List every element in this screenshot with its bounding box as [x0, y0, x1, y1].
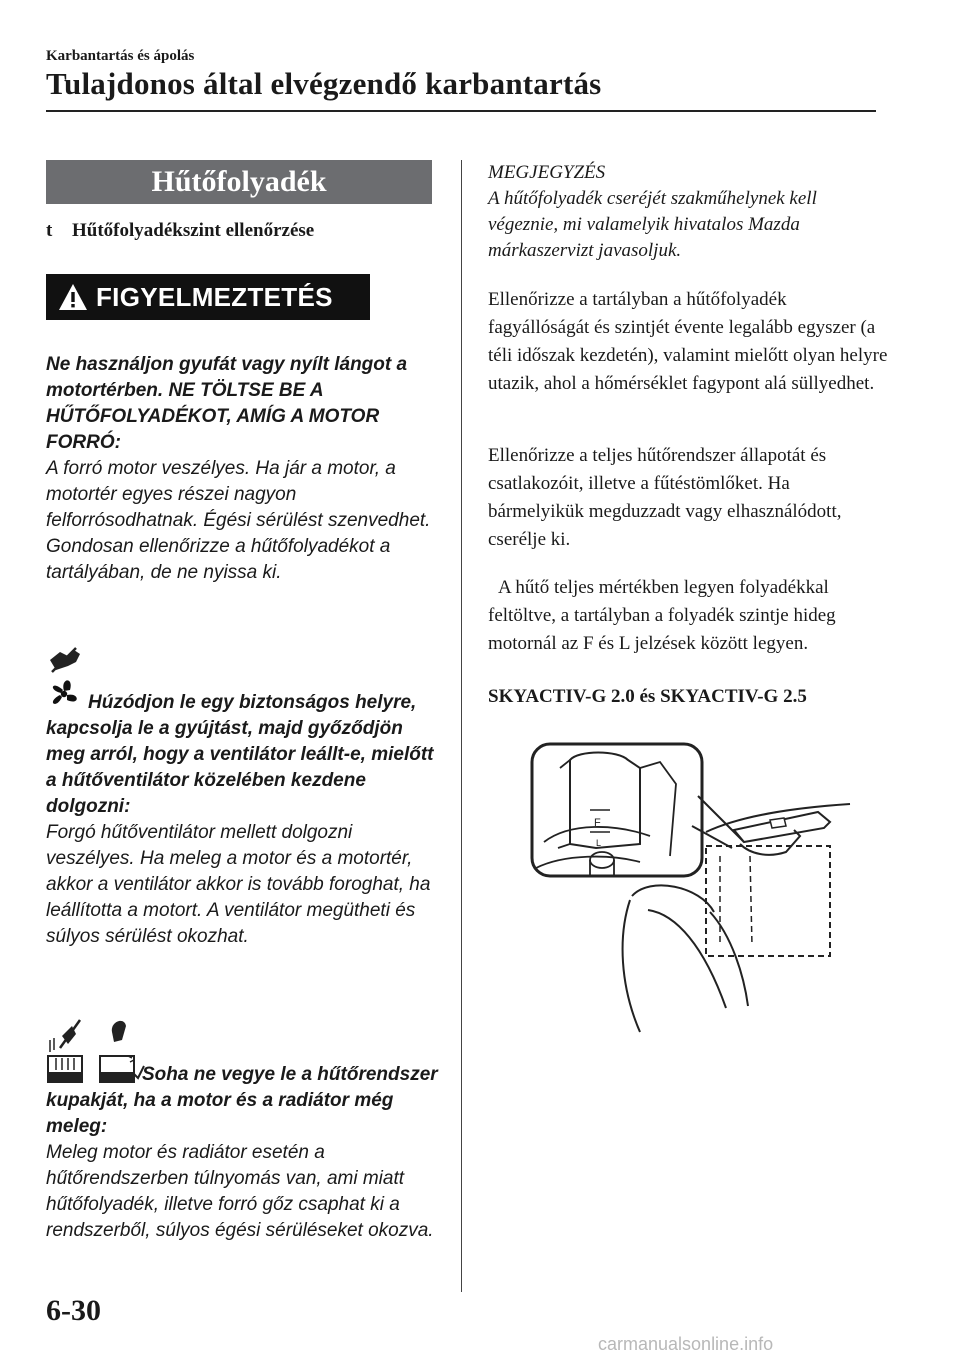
section-title-bar	[46, 160, 432, 204]
running-header-title: Tulajdonos által elvégzendő karbantartás	[46, 66, 602, 101]
warning-1-body: A forró motor veszélyes. Ha jár a motor, a motortér egyes részei nagyon felforrósodhatnak. Égési sérülést szenvedhet. Gondosan ellenőrizze a hűtőfolyadékot a tartályában, de ne nyissa ki.	[46, 458, 431, 583]
paragraph-3	[488, 574, 888, 658]
running-header-section: Karbantartás és ápolás	[46, 48, 195, 64]
note-title: MEGJEGYZÉS	[488, 162, 606, 183]
warning-3-heading: Soha ne vegye le a hűtőrendszer kupakját, ha a motor és a radiátor még meleg:	[46, 1064, 438, 1137]
paragraph-2-text: Ellenőrizze a teljes hűtőrendszer állapotát és csatlakozóit, illetve a fűtéstömlőket. Ha bármelyikük megduzzadt vagy elhasználódott, cserélje ki.	[488, 445, 842, 550]
header-rule	[46, 110, 876, 112]
column-divider	[461, 160, 462, 1292]
warning-banner	[46, 274, 370, 320]
paragraph-3-text: A hűtő teljes mértékben legyen folyadékkal feltöltve, a tartályban a folyadék szintje hideg motornál az F és L jelzések között legyen.	[488, 577, 836, 654]
label-l: L	[596, 838, 602, 848]
paragraph-2	[488, 442, 888, 554]
coolant-reservoir-illustration	[500, 736, 860, 1041]
paragraph-1-text: Ellenőrizze a tartályban a hűtőfolyadék fagyállóságát és szintjét évente legalább egyszer (a téli időszak kezdetén), valamint mielőtt olyan helyre utazik, ahol a hőmérséklet fagypont alá süllyedhet.	[488, 289, 888, 394]
source-watermark: carmanualsonline.info	[598, 1334, 774, 1354]
subsection-title: Hűtőfolyadékszint ellenőrzése	[72, 220, 315, 241]
warning-1-heading: Ne használjon gyufát vagy nyílt lángot a motortérben. NE TÖLTSE BE A HŰTŐFOLYADÉKOT, AMÍG A MOTOR FORRÓ:	[46, 354, 408, 453]
paragraph-1	[488, 286, 888, 398]
note-body: A hűtőfolyadék cseréjét szakműhelynek kell végeznie, mi valamelyik hivatalos Mazda márkaszervizt javasoljuk.	[488, 188, 817, 261]
note-block	[488, 160, 888, 264]
subsection-heading	[46, 220, 314, 242]
warning-2-heading: Húzódjon le egy biztonságos helyre, kapcsolja le a gyújtást, majd győződjön meg arról, hogy a ventilátor leállt-e, mielőtt a hűtőventilátor közelében kezdene dolgozni:	[46, 692, 434, 817]
warning-2-body: Forgó hűtőventilátor mellett dolgozni veszélyes. Ha meleg a motor és a motortér, akkor a ventilátor akkor is tovább foroghat, ha leállította a motort. A ventilátor megütheti és súlyos sérülést okozhat.	[46, 822, 431, 947]
subsection-bullet: t	[46, 220, 53, 241]
coolant-reservoir-drawing	[500, 736, 860, 1036]
warning-2	[46, 690, 438, 950]
warning-label: FIGYELMEZTETÉS	[96, 281, 333, 312]
engine-model-heading: SKYACTIV-G 2.0 és SKYACTIV-G 2.5	[488, 686, 807, 707]
page-number: 6-30	[46, 1294, 101, 1327]
section-title: Hűtőfolyadék	[151, 165, 327, 198]
label-f: F	[594, 817, 601, 829]
warning-1	[46, 352, 438, 586]
warning-3	[46, 1062, 438, 1244]
warning-3-body: Meleg motor és radiátor esetén a hűtőrendszerben túlnyomás van, ami miatt hűtőfolyadék, illetve forró gőz csaphat ki a rendszerből, súlyos égési sérüléseket okozva.	[46, 1142, 434, 1241]
warning-triangle-icon	[58, 283, 88, 311]
